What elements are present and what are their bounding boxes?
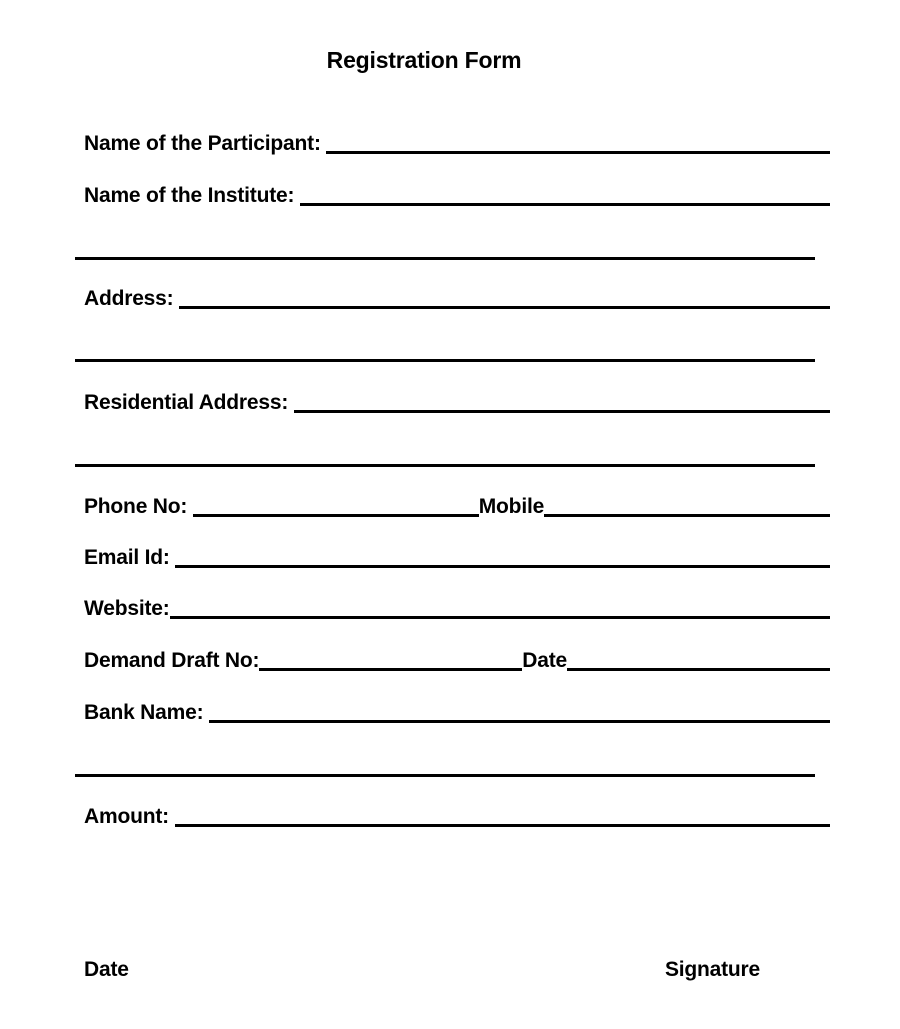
mobile-label: Mobile bbox=[478, 495, 545, 518]
residential-address-label: Residential Address: bbox=[84, 391, 294, 414]
website-label: Website: bbox=[84, 597, 170, 620]
bank-name-continuation-line[interactable] bbox=[75, 753, 815, 777]
date-blank[interactable] bbox=[567, 647, 830, 671]
email-id-blank[interactable] bbox=[175, 544, 830, 568]
residential-address-continuation-line bbox=[75, 443, 815, 471]
date-label: Date bbox=[522, 649, 568, 672]
date-signature-row bbox=[84, 956, 760, 984]
address-continuation-line bbox=[75, 338, 815, 366]
participant-name-row bbox=[84, 130, 830, 158]
address-blank[interactable] bbox=[179, 285, 830, 309]
footer-signature-label: Signature bbox=[664, 958, 760, 981]
phone-no-blank[interactable] bbox=[193, 493, 479, 517]
bank-name-label: Bank Name: bbox=[84, 701, 210, 724]
amount-label: Amount: bbox=[84, 805, 175, 828]
email-id-label: Email Id: bbox=[84, 546, 176, 569]
participant-name-blank[interactable] bbox=[326, 130, 830, 154]
phone-no-label: Phone No: bbox=[84, 495, 193, 518]
institute-name-continuation-line[interactable] bbox=[75, 236, 815, 260]
bank-name-blank[interactable] bbox=[209, 699, 830, 723]
footer-date-label: Date bbox=[84, 958, 129, 981]
residential-address-blank[interactable] bbox=[294, 389, 830, 413]
bank-name-continuation-line bbox=[75, 753, 815, 781]
institute-name-continuation-line bbox=[75, 236, 815, 264]
address-continuation-line[interactable] bbox=[75, 338, 815, 362]
page-title: Registration Form bbox=[326, 47, 522, 73]
residential-address-row bbox=[84, 389, 830, 417]
demand-draft-no-label: Demand Draft No: bbox=[84, 649, 260, 672]
institute-name-blank[interactable] bbox=[300, 182, 830, 206]
residential-address-continuation-line[interactable] bbox=[75, 443, 815, 467]
mobile-blank[interactable] bbox=[544, 493, 830, 517]
demand-draft-row bbox=[84, 647, 830, 675]
footer-spacer bbox=[129, 956, 665, 984]
institute-name-row bbox=[84, 182, 830, 210]
demand-draft-no-blank[interactable] bbox=[259, 647, 522, 671]
participant-name-label: Name of the Participant: bbox=[84, 132, 327, 155]
address-label: Address: bbox=[84, 287, 180, 310]
amount-row bbox=[84, 803, 830, 831]
institute-name-label: Name of the Institute: bbox=[84, 184, 300, 207]
bank-name-row bbox=[84, 699, 830, 727]
amount-blank[interactable] bbox=[175, 803, 830, 827]
website-blank[interactable] bbox=[170, 595, 830, 619]
phone-mobile-row bbox=[84, 493, 830, 521]
email-id-row bbox=[84, 544, 830, 572]
website-row bbox=[84, 595, 830, 623]
address-row bbox=[84, 285, 830, 313]
